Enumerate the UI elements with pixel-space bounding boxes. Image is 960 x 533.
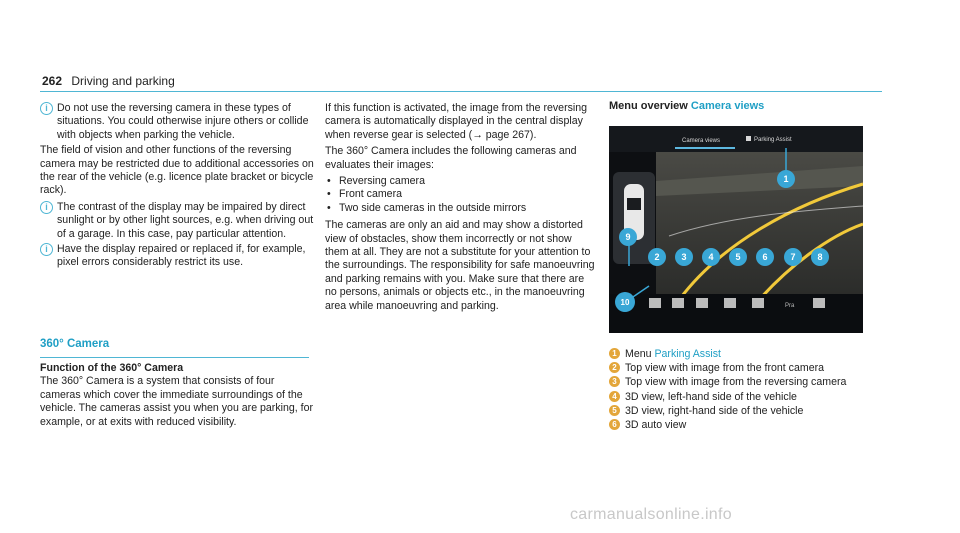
page-header (42, 74, 175, 88)
legend-number: 2 (609, 362, 620, 373)
legend-item (609, 361, 870, 375)
note (40, 201, 314, 241)
callout-8 (811, 248, 829, 266)
legend-item (609, 390, 870, 404)
view-button-front-icon[interactable] (649, 298, 661, 308)
note-text: Do not use the reversing camera in these types of situations. You could otherwise injure others or collide with objects when parking the vehicle. (57, 102, 309, 141)
svg-text:7: 7 (790, 252, 796, 262)
view-button-3d-left-icon[interactable] (696, 298, 708, 308)
list-item: • Reversing camera (325, 175, 595, 188)
view-button-3d-right-icon[interactable] (724, 298, 736, 308)
legend-text: Top view with image from the reversing camera (625, 376, 847, 389)
svg-text:2: 2 (654, 252, 660, 262)
tab-parking-assist[interactable]: Parking Assist (754, 137, 792, 143)
watermark: carmanualsonline.info (570, 506, 732, 523)
callout-legend (609, 347, 870, 432)
legend-item (609, 404, 870, 418)
legend-number: 3 (609, 376, 620, 387)
active-tab-indicator (675, 147, 735, 149)
legend-prefix: Menu (625, 348, 655, 360)
callout-9 (619, 228, 637, 246)
section-title: 360° Camera (40, 338, 309, 358)
legend-text: 3D auto view (625, 419, 687, 432)
callout-3 (675, 248, 693, 266)
callout-7 (784, 248, 802, 266)
camera-screen (609, 126, 863, 333)
legend-number: 4 (609, 391, 620, 402)
paragraph: The cameras are only an aid and may show a distorted view of obstacles, show them incorrectly or not show them at all. They are not a substitute for your attention to the surroundings. The responsibility for safe manoeuvring and parking remains with you. Make sure that there are no persons, animals or objects etc., in the manoeuvring area while manoeuvring and parking. (325, 219, 595, 312)
callout-4 (702, 248, 720, 266)
view-button-pra[interactable]: Pra (785, 303, 795, 309)
camera-views-link[interactable]: Camera views (690, 100, 765, 112)
view-button-8-icon[interactable] (813, 298, 825, 308)
callout-6 (756, 248, 774, 266)
function-heading: Function of the 360° Camera (40, 362, 184, 374)
svg-text:6: 6 (762, 252, 768, 262)
legend-item (609, 418, 870, 432)
legend-item (609, 347, 870, 361)
note-text: Have the display repaired or replaced if, for example, pixel errors considerably restrict its use. (57, 243, 306, 269)
info-icon: i (40, 243, 53, 256)
list-item: • Front camera (325, 188, 595, 201)
callout-1 (777, 170, 795, 188)
info-icon: i (40, 102, 53, 115)
function-block (40, 362, 314, 432)
callout-2 (648, 248, 666, 266)
legend-text: Top view with image from the front camera (625, 362, 825, 375)
view-button-3d-auto-icon[interactable] (752, 298, 764, 308)
svg-text:5: 5 (735, 252, 741, 262)
chapter-title: Driving and parking (71, 74, 175, 88)
note (40, 102, 314, 142)
note-text: The contrast of the display may be impaired by direct sunlight or by other light sources, e.g. when driving out of a garage. In this case, pay particular attention. (57, 200, 314, 240)
svg-text:9: 9 (625, 232, 631, 242)
function-text: The 360° Camera is a system that consists of four cameras which cover the immediate surroundings of the vehicle. The cameras assist you when you are parking, for example, or at exits with reduced visibility. (40, 375, 314, 428)
list-item: • Two side cameras in the outside mirrors (325, 202, 595, 215)
legend-item (609, 375, 870, 389)
parking-assist-icon (746, 136, 751, 141)
view-button-rear-icon[interactable] (672, 298, 684, 308)
svg-text:1: 1 (783, 174, 789, 184)
paragraph: The 360° Camera includes the following cameras and evaluates their images: (325, 145, 577, 171)
svg-text:3: 3 (681, 252, 687, 262)
middle-column (325, 102, 595, 316)
camera-screen-graphic (609, 126, 863, 333)
svg-text:10: 10 (620, 298, 630, 307)
tab-camera-views[interactable]: Camera views (682, 138, 721, 144)
legend-number: 1 (609, 348, 620, 359)
svg-text:4: 4 (708, 252, 714, 262)
header-rule (40, 91, 882, 92)
note (40, 243, 314, 270)
legend-number: 6 (609, 419, 620, 430)
legend-text: 3D view, right-hand side of the vehicle (625, 404, 804, 417)
callout-5 (729, 248, 747, 266)
paragraph: If this function is activated, the image from the reversing camera is automatically displayed in the central display when reverse gear is selected (→ page 267). (325, 102, 588, 141)
camera-list (325, 175, 595, 215)
callout-10 (615, 292, 635, 312)
legend-number: 5 (609, 405, 620, 416)
svg-text:8: 8 (817, 252, 823, 262)
parking-assist-link[interactable]: Parking Assist (654, 348, 721, 360)
info-icon: i (40, 201, 53, 214)
paragraph: The field of vision and other functions of the reversing camera may be restricted due to additional accessories on the rear of the vehicle (e.g. licence plate bracket or bicycle rack). (40, 144, 314, 197)
page-number: 262 (42, 74, 63, 88)
menu-overview-heading (609, 100, 764, 112)
left-column (40, 102, 314, 272)
overview-label: Menu overview (609, 100, 688, 112)
legend-text: 3D view, left-hand side of the vehicle (625, 390, 797, 403)
